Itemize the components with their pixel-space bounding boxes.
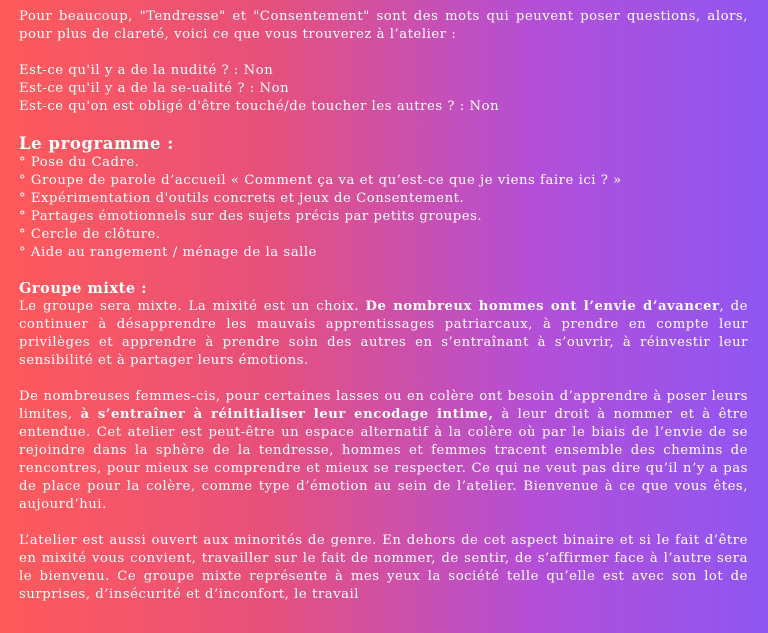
programme-item: ° Partages émotionnels sur des sujets précis par petits groupes. (19, 209, 483, 224)
intro-paragraph: Pour beaucoup, "Tendresse" et "Consentement" sont des mots qui peuvent poser questions, alors, pour plus de clareté, voici ce que vous trouverez à l’atelier : (19, 9, 748, 42)
faq-list (19, 62, 748, 116)
document-body (19, 8, 748, 604)
programme-item: ° Aide au rangement / ménage de la salle (19, 245, 318, 260)
faq-item-sexuality: Est-ce qu'il y a de la se-ualité ? : Non (19, 81, 290, 96)
programme-item: ° Groupe de parole d’accueil « Comment ça va et qu’est-ce que je viens faire ici ? » (19, 173, 622, 188)
emphasis-text: à s’entraîner à réinitialiser leur encodage intime, (80, 407, 494, 422)
programme-item: ° Cercle de clôture. (19, 227, 161, 242)
groupe-mixte-title: Groupe mixte : (19, 280, 148, 297)
programme-list (19, 154, 748, 262)
groupe-paragraph-2: De nombreuses femmes-cis, pour certaines lasses ou en colère ont besoin d’apprendre à poser leurs limites, à s’entraîner à réinitialiser leur encodage intime, à leur droit à nommer et à être entendue. Cet atelier est peut-être un espace alternatif à la colère où par le biais de l’envie de se rejoindre dans la sphère de la tendresse, hommes et femmes tracent ensemble des chemins de rencontres, pour mieux se comprendre et mieux se respecter. Ce qui ne veut pas dire qu’il n’y a pas de place pour la colère, comme type d’émotion au sein de l’atelier. Bienvenue à ce que vous êtes, aujourd’hui. (19, 389, 748, 512)
groupe-paragraph-3: L’atelier est aussi ouvert aux minorités de genre. En dehors de cet aspect binaire et si le fait d’être en mixité vous convient, travailler sur le fait de nommer, de sentir, de s’affirmer face à l’autre sera le bienvenu. Ce groupe mixte représente à mes yeux la société telle qu’elle est avec son lot de surprises, d’insécurité et d’inconfort, le travail (19, 533, 748, 602)
emphasis-text: De nombreux hommes ont l’envie d’avancer (365, 299, 720, 314)
groupe-paragraph-1: Le groupe sera mixte. La mixité est un choix. De nombreux hommes ont l’envie d’avancer, de continuer à désapprendre les mauvais apprentissages patriarcaux, à prendre en compte leur privilèges et apprendre à prendre soin des autres en s’entraînant à s’ouvrir, à réinvestir leur sensibilité et à partager leurs émotions. (19, 299, 748, 368)
programme-item: ° Expérimentation d'outils concrets et jeux de Consentement. (19, 191, 465, 206)
faq-item-nudity: Est-ce qu'il y a de la nudité ? : Non (19, 63, 274, 78)
programme-item: ° Pose du Cadre. (19, 155, 140, 170)
faq-item-touch: Est-ce qu'on est obligé d'être touché/de toucher les autres ? : Non (19, 99, 500, 114)
programme-title: Le programme : (19, 134, 174, 153)
